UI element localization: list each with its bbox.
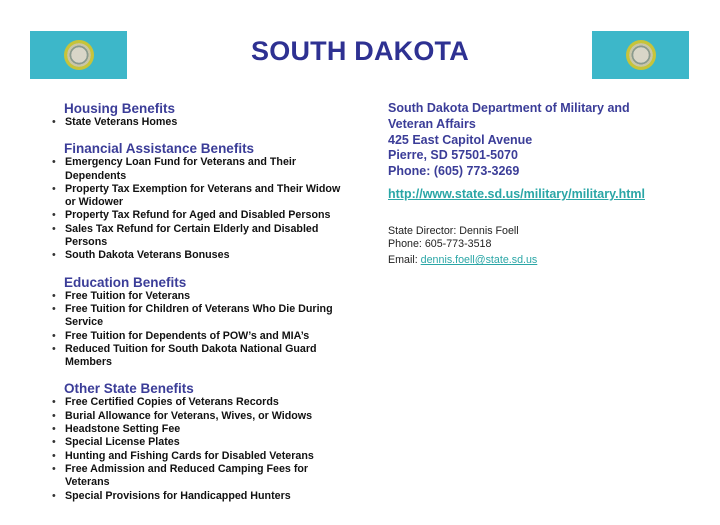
list-item: • Free Tuition for Children of Veterans Who Die During Service [52, 303, 352, 330]
list-item: • Burial Allowance for Veterans, Wives, or Widows [52, 410, 352, 423]
director-email-row [388, 254, 688, 268]
section-heading: Other State Benefits [64, 381, 194, 397]
benefit-list [52, 156, 352, 262]
director-name: State Director: Dennis Foell [388, 224, 519, 237]
list-item: • Hunting and Fishing Cards for Disabled Veterans [52, 450, 352, 463]
list-item: • Free Admission and Reduced Camping Fees for Veterans [52, 463, 352, 490]
list-item: • State Veterans Homes [52, 116, 352, 129]
list-item: • Special License Plates [52, 436, 352, 449]
section-financial [52, 141, 352, 262]
list-item: • Sales Tax Refund for Certain Elderly and Disabled Persons [52, 223, 352, 250]
email-label: Email: [388, 253, 421, 266]
section-housing [52, 101, 352, 129]
section-heading: Financial Assistance Benefits [64, 141, 255, 157]
list-item: • Headstone Setting Fee [52, 423, 352, 436]
director-phone: Phone: 605-773-3518 [388, 238, 492, 251]
benefits-column [52, 101, 352, 515]
list-item: • Free Certified Copies of Veterans Records [52, 396, 352, 409]
benefit-list [52, 290, 352, 370]
list-item: • Emergency Loan Fund for Veterans and Their Dependents [52, 156, 352, 183]
agency-name-line1: South Dakota Department of Military and [388, 101, 630, 115]
south-dakota-flag-right [592, 31, 689, 79]
section-heading: Housing Benefits [64, 101, 176, 116]
section-heading: Education Benefits [64, 274, 187, 290]
list-item: • Property Tax Refund for Aged and Disabled Persons [52, 209, 352, 222]
list-item: • Free Tuition for Veterans [52, 290, 352, 303]
list-item: • Property Tax Exemption for Veterans and Their Widow or Widower [52, 183, 352, 210]
list-item: • Free Tuition for Dependents of POW’s and MIA’s [52, 330, 352, 343]
state-seal-icon [626, 40, 656, 70]
director-email-link[interactable]: dennis.foell@state.sd.us [420, 253, 538, 266]
list-item: • South Dakota Veterans Bonuses [52, 249, 352, 262]
agency-city: Pierre, SD 57501-5070 [388, 148, 518, 163]
contact-column [388, 101, 688, 267]
agency-website-link[interactable]: http://www.state.sd.us/military/military.html [388, 186, 645, 201]
agency-name-line2: Veteran Affairs [388, 116, 476, 131]
director-info [388, 225, 688, 268]
benefit-list [52, 396, 352, 502]
section-other [52, 381, 352, 502]
section-education [52, 275, 352, 370]
benefit-list [52, 116, 352, 129]
page-title: SOUTH DAKOTA [251, 36, 469, 66]
agency-address: 425 East Capitol Avenue [388, 132, 533, 147]
agency-phone: Phone: (605) 773-3269 [388, 164, 520, 179]
list-item: • Reduced Tuition for South Dakota National Guard Members [52, 343, 352, 370]
list-item: • Special Provisions for Handicapped Hunters [52, 490, 352, 503]
